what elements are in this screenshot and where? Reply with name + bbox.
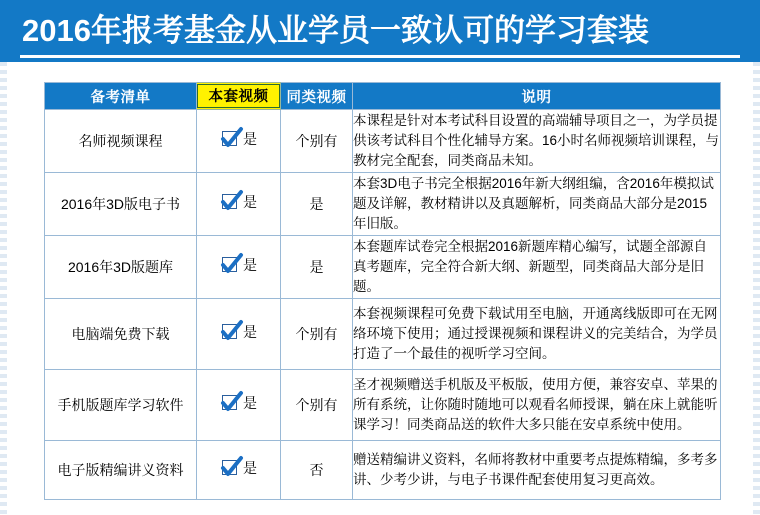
table-row: [45, 236, 721, 299]
row-item-name: 2016年3D版电子书: [45, 173, 197, 236]
checkbox-checked-icon: [220, 458, 242, 478]
table-header-row: [45, 83, 721, 110]
row-other-video: 个别有: [281, 110, 353, 173]
row-other-video: 个别有: [281, 370, 353, 441]
row-our-video-label: 是: [243, 256, 257, 273]
table-row: [45, 441, 721, 500]
row-item-name: 电子版精编讲义资料: [45, 441, 197, 500]
checkbox-checked-icon: [220, 192, 242, 212]
table-row: [45, 299, 721, 370]
column-header-our-video: [197, 83, 281, 110]
row-description: 本套题库试卷完全根据2016新题库精心编写，试题全部源自真考题库，完全符合新大纲、新题型，同类商品大部分是旧题。: [353, 236, 721, 299]
comparison-table-wrapper: [44, 82, 720, 500]
checkbox-checked-icon: [220, 255, 242, 275]
row-our-video-label: 是: [243, 459, 257, 476]
check-icon: [220, 189, 244, 213]
check-icon: [220, 319, 244, 343]
title-underline: [20, 55, 740, 58]
table-row: [45, 370, 721, 441]
checkbox-checked-icon: [220, 322, 242, 342]
row-other-video: 是: [281, 173, 353, 236]
table-row: [45, 173, 721, 236]
check-icon: [220, 455, 244, 479]
row-other-video: 是: [281, 236, 353, 299]
row-description: 赠送精编讲义资料，名师将教材中重要考点提炼精编，多考多讲、少考少讲，与电子书课件配套使用复习更高效。: [353, 441, 721, 500]
row-other-video: 个别有: [281, 299, 353, 370]
row-item-name: 名师视频课程: [45, 110, 197, 173]
checkmark-yes: [220, 255, 257, 275]
checkmark-yes: [220, 322, 257, 342]
page-title: 2016年报考基金从业学员一致认可的学习套装: [22, 12, 649, 48]
row-our-video: [197, 370, 281, 441]
row-our-video: [197, 299, 281, 370]
row-our-video-label: 是: [243, 130, 257, 147]
row-other-video: 否: [281, 441, 353, 500]
column-header-description: 说明: [353, 83, 721, 110]
row-our-video-label: 是: [243, 193, 257, 210]
row-our-video: [197, 441, 281, 500]
column-header-checklist: 备考清单: [45, 83, 197, 110]
row-description: 本套视频课程可免费下载试用至电脑，开通离线版即可在无网络环境下使用；通过授课视频和课程讲义的完美结合，为学员打造了一个最佳的视听学习空间。: [353, 299, 721, 370]
row-our-video: [197, 110, 281, 173]
row-description: 本套3D电子书完全根据2016年新大纲组编，含2016年模拟试题及详解，教材精讲以及真题解析，同类商品大部分是2015年旧版。: [353, 173, 721, 236]
checkmark-yes: [220, 458, 257, 478]
row-our-video: [197, 236, 281, 299]
row-our-video: [197, 173, 281, 236]
row-our-video-label: 是: [243, 323, 257, 340]
left-decorative-rail: [0, 62, 7, 515]
row-item-name: 电脑端免费下载: [45, 299, 197, 370]
row-description: 圣才视频赠送手机版及平板版，使用方便，兼容安卓、苹果的所有系统，让你随时随地可以观看名师授课，躺在床上就能听课学习！同类商品送的软件大多只能在安卓系统中使用。: [353, 370, 721, 441]
checkbox-checked-icon: [220, 393, 242, 413]
table-row: [45, 110, 721, 173]
column-header-other-video: 同类视频: [281, 83, 353, 110]
check-icon: [220, 126, 244, 150]
header-banner: [0, 0, 760, 62]
check-icon: [220, 390, 244, 414]
row-item-name: 手机版题库学习软件: [45, 370, 197, 441]
checkmark-yes: [220, 393, 257, 413]
comparison-table: [44, 82, 721, 500]
row-item-name: 2016年3D版题库: [45, 236, 197, 299]
row-our-video-label: 是: [243, 394, 257, 411]
checkbox-checked-icon: [220, 129, 242, 149]
column-header-our-video-label: 本套视频: [197, 84, 280, 108]
right-decorative-rail: [753, 62, 760, 515]
checkmark-yes: [220, 192, 257, 212]
row-description: 本课程是针对本考试科目设置的高端辅导项目之一，为学员提供该考试科目个性化辅导方案。16小时名师视频培训课程，与教材完全配套，同类商品未知。: [353, 110, 721, 173]
check-icon: [220, 252, 244, 276]
checkmark-yes: [220, 129, 257, 149]
